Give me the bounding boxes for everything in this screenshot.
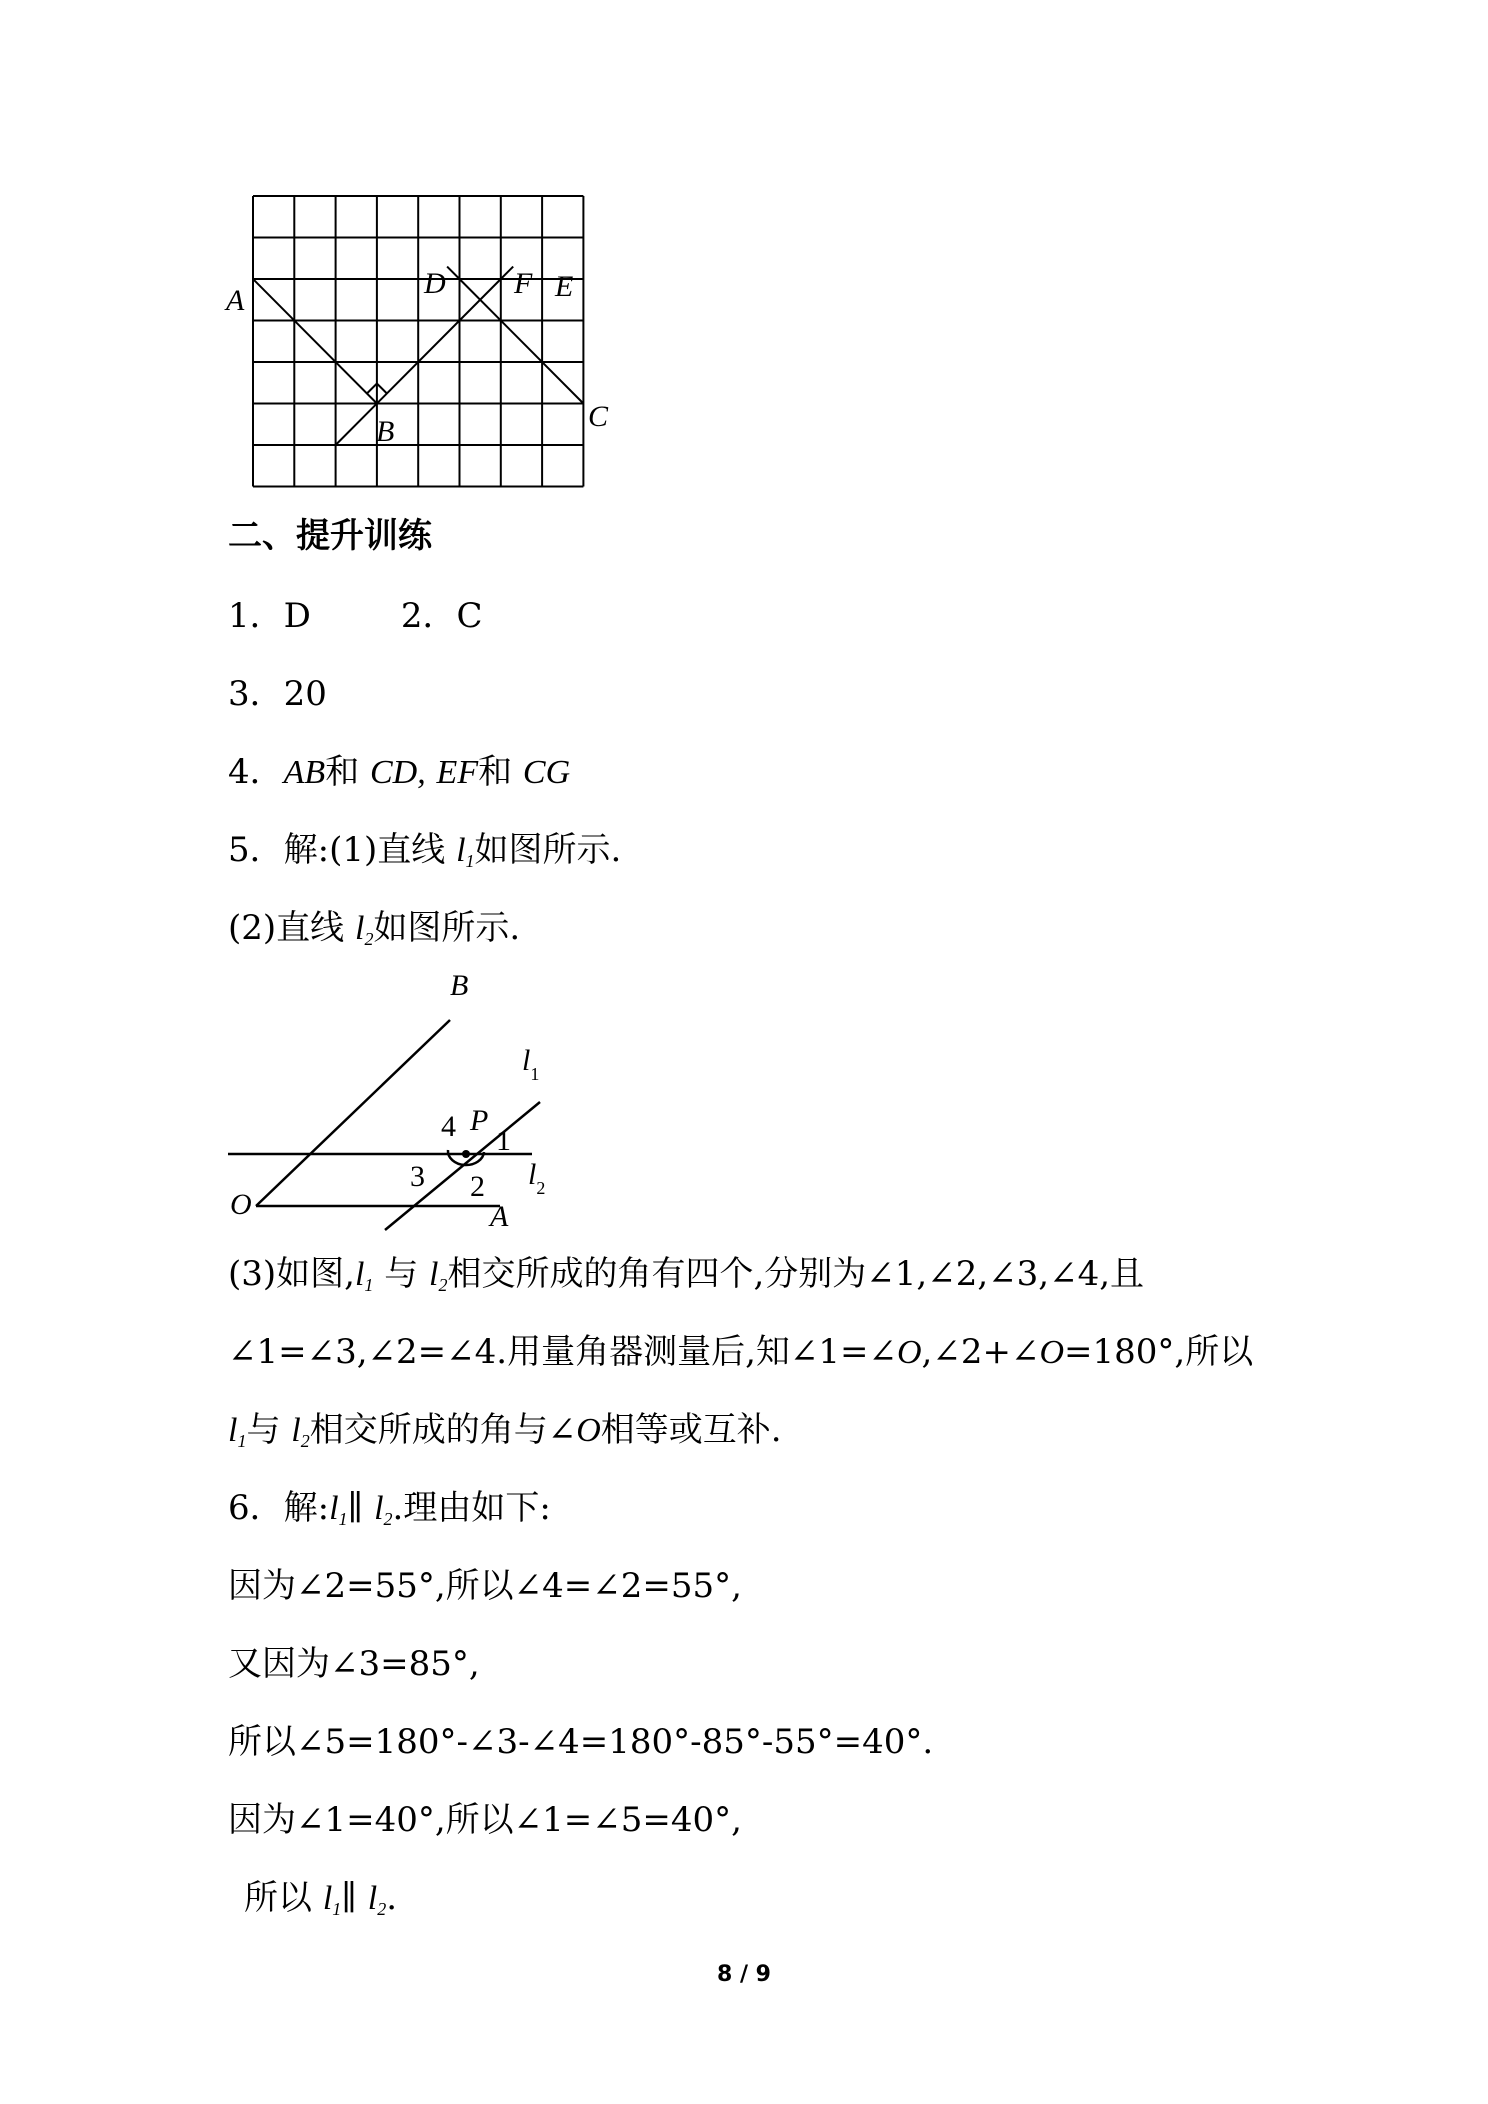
label-3: 3 — [410, 1160, 425, 1193]
answer-1: 1．D — [228, 596, 311, 636]
answer-5-part2: (2)直线 $l_2$如图所示. — [228, 908, 521, 949]
label-B: B — [376, 415, 395, 448]
grid-figure — [220, 188, 609, 488]
label-D: D — [424, 267, 446, 300]
answer-line-1 — [228, 596, 483, 636]
answer-2: 2．C — [400, 596, 483, 636]
part6-line4: 所以∠5=180°-∠3-∠4=180°-85°-55°=40°. — [228, 1722, 934, 1762]
label-B: B — [450, 969, 469, 1002]
part6-line5: 因为∠1=40°,所以∠1=∠5=40°, — [228, 1800, 742, 1840]
label-A: A — [490, 1200, 509, 1233]
part3-line2: ∠1=∠3,∠2=∠4.用量角器测量后,知∠1=∠O,∠2+∠O=180°,所以 — [228, 1332, 1254, 1372]
label-P: P — [470, 1104, 489, 1137]
label-1: 1 — [496, 1124, 511, 1157]
part6-line1: 6．解$:l_1\parallel$ $l_2$.理由如下: — [228, 1488, 551, 1529]
point-P — [462, 1150, 470, 1158]
label-4: 4 — [441, 1110, 456, 1143]
line-A-B — [253, 279, 377, 404]
part6-line2: 因为∠2=55°,所以∠4=∠2=55°, — [228, 1566, 742, 1606]
label-E: E — [555, 270, 574, 303]
label-l2: $l_2$ — [528, 1158, 546, 1198]
page-number: 8 / 9 — [717, 1962, 771, 1987]
answer-5-part1: 5．解:(1)直线 $l_1$如图所示. — [228, 830, 622, 871]
label-l1: $l_1$ — [522, 1044, 540, 1084]
label-F: F — [514, 267, 533, 300]
line-F-tick — [501, 267, 513, 279]
section-heading: 二、提升训练 — [228, 516, 432, 556]
part6-line6: 所以 $l_1\parallel$ $l_2$. — [244, 1878, 398, 1919]
part3-line3: $l_1$与 $l_2$相交所成的角与∠O相等或互补. — [228, 1410, 782, 1451]
angle-figure — [220, 960, 580, 1233]
part3-line1: (3)如图$,l_1$ 与 $l_2$相交所成的角有四个,分别为∠1,∠2,∠3,∠4,且 — [228, 1254, 1145, 1295]
answer-3: 3．20 — [228, 674, 327, 714]
label-2: 2 — [470, 1170, 485, 1203]
part6-line3: 又因为∠3=85°, — [228, 1644, 480, 1684]
label-C: C — [588, 400, 609, 433]
line-D-tick — [447, 267, 459, 279]
label-A: A — [226, 284, 245, 317]
answer-4: 4．AB和 CD, EF和 CG — [228, 752, 571, 792]
label-O: O — [230, 1188, 252, 1221]
